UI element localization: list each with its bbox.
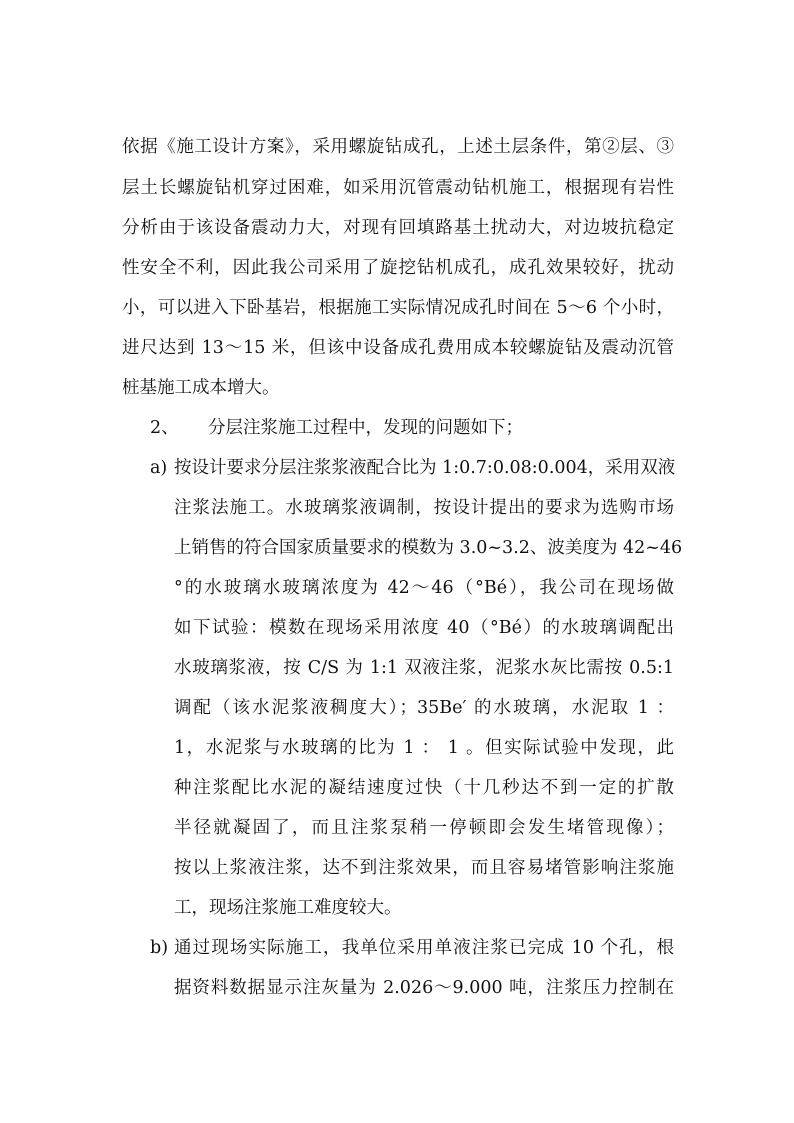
list-marker-a: a) (150, 458, 168, 478)
list-item-line: 注浆法施工。水玻璃浆液调制，按设计提出的要求为选购市场 (174, 498, 674, 518)
paragraph-line: 层土长螺旋钻机穿过困难，如采用沉管震动钻机施工，根据现有岩性 (122, 178, 674, 198)
section-heading: 分层注浆施工过程中，发现的问题如下； (208, 418, 523, 438)
list-item-line: 如下试验：模数在现场采用浓度 40（°Bé）的水玻璃调配出 (174, 618, 674, 638)
list-item-line: °的水玻璃水玻璃浓度为 42～46（°Bé），我公司在现场做 (174, 578, 674, 598)
paragraph-line: 小，可以进入下卧基岩，根据施工实际情况成孔时间在 5～6 个小时， (122, 298, 674, 318)
list-item-line: 通过现场实际施工，我单位采用单液注浆已完成 10 个孔，根 (174, 938, 674, 958)
list-item-line: 工，现场注浆施工难度较大。 (174, 898, 402, 918)
paragraph-line: 进尺达到 13～15 米，但该中设备成孔费用成本较螺旋钻及震动沉管 (122, 338, 674, 358)
paragraph-line: 依据《施工设计方案》，采用螺旋钻成孔，上述土层条件，第②层、③ (122, 137, 674, 157)
list-item-line: 调配（该水泥浆液稠度大）；35Be′ 的水玻璃，水泥取 1 ： (174, 698, 674, 718)
list-marker-b: b) (150, 938, 169, 958)
list-item-line: 按以上浆液注浆，达不到注浆效果，而且容易堵管影响注浆施 (174, 858, 674, 878)
list-item-line: 1，水泥浆与水玻璃的比为 1 ： 1 。但实际试验中发现，此 (174, 738, 674, 758)
section-number: 2、 (150, 418, 179, 438)
list-item-line: 水玻璃浆液，按 C/S 为 1:1 双液注浆，泥浆水灰比需按 0.5:1 (174, 658, 674, 678)
paragraph-line: 桩基施工成本增大。 (122, 378, 280, 398)
list-item-line: 上销售的符合国家质量要求的模数为 3.0~3.2、波美度为 42~46 (174, 538, 683, 558)
paragraph-line: 性安全不利，因此我公司采用了旋挖钻机成孔，成孔效果较好，扰动 (122, 258, 674, 278)
list-item-line: 按设计要求分层注浆浆液配合比为 1:0.7:0.08:0.004，采用双液 (174, 458, 676, 478)
list-item-line: 半径就凝固了，而且注浆泵稍一停顿即会发生堵管现像）； (174, 818, 674, 838)
list-item-line: 种注浆配比水泥的凝结速度过快（十几秒达不到一定的扩散 (174, 778, 674, 798)
paragraph-line: 分析由于该设备震动力大，对现有回填路基土扰动大，对边坡抗稳定 (122, 218, 674, 238)
list-item-line: 据资料数据显示注灰量为 2.026～9.000 吨，注浆压力控制在 (174, 978, 674, 998)
